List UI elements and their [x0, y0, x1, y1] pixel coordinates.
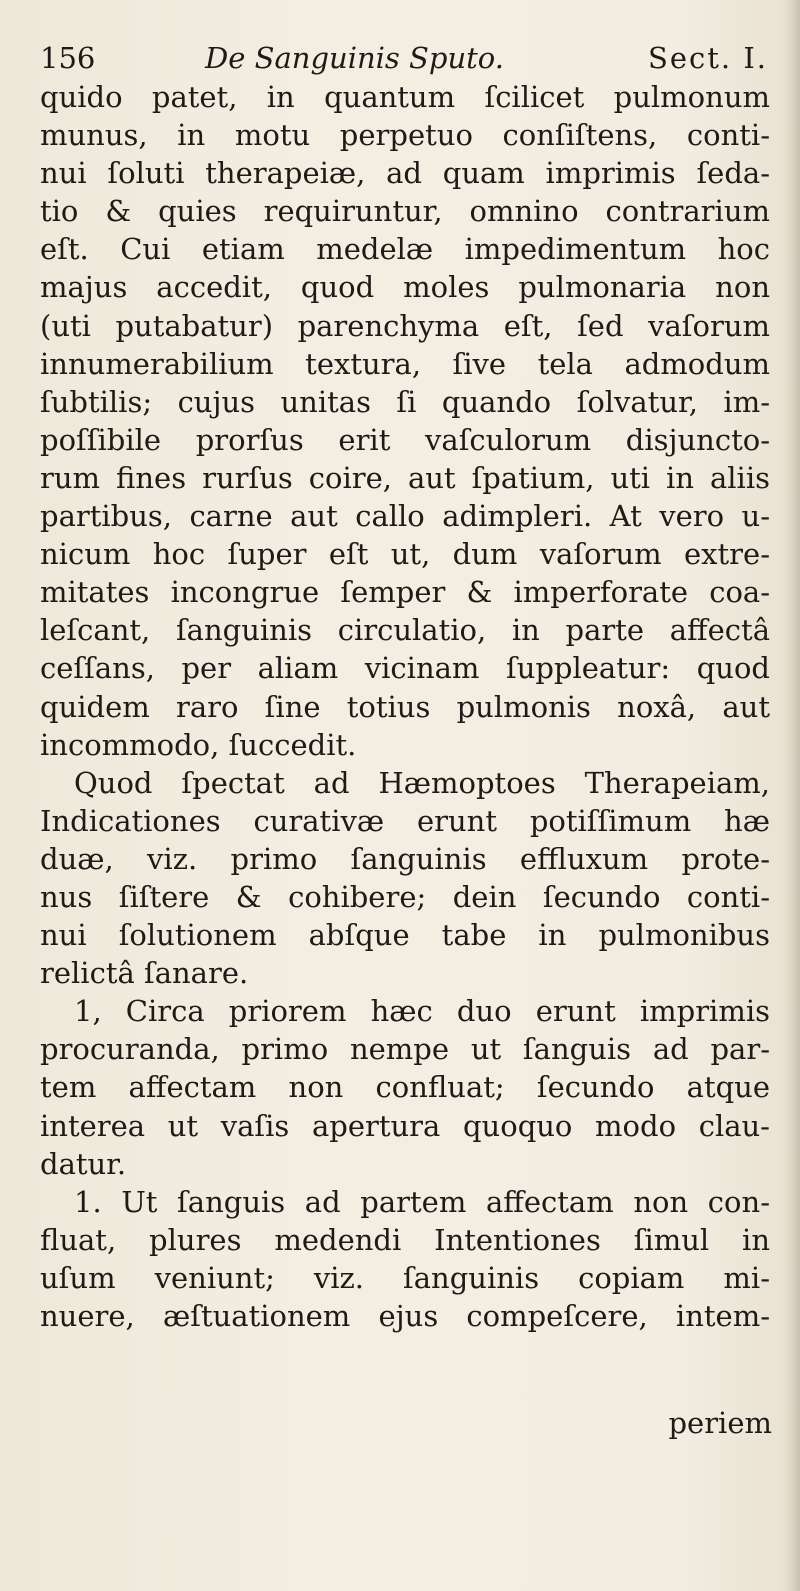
running-title: De Sanguinis Sputo.	[205, 41, 504, 75]
text-line: duæ, viz. primo ſanguinis effluxum prote-	[40, 841, 770, 876]
text-line: leſcant, ſanguinis circulatio, in parte affectâ	[40, 613, 770, 648]
text-line: partibus, carne aut callo adimpleri. At vero u-	[40, 499, 770, 534]
text-line: mitates incongrue ſemper & imperforate coa-	[40, 575, 770, 610]
paragraph-end-line: datur.	[40, 1146, 127, 1181]
text-line: Indicationes curativæ erunt potiſſimum hæ	[40, 803, 770, 838]
text-line: ſubtilis; cujus unitas ſi quando ſolvatur, im-	[40, 384, 770, 419]
text-line: nuere, æſtuationem ejus compeſcere, intem-	[40, 1299, 770, 1333]
paragraph-end-line: incommodo, ſuccedit.	[40, 727, 357, 762]
text-line: rum fines rurſus coire, aut ſpatium, uti in aliis	[40, 460, 770, 495]
paragraph-first-line: 1. Ut ſanguis ad partem affectam non con-	[74, 1184, 770, 1219]
text-line: tio & quies requiruntur, omnino contrarium	[40, 194, 770, 229]
text-line: procuranda, primo nempe ut ſanguis ad par-	[40, 1032, 770, 1067]
page-edge-shadow	[782, 0, 800, 1591]
paragraph-end-line: relictâ ſanare.	[40, 956, 249, 991]
paragraph-first-line: Quod ſpectat ad Hæmoptoes Therapeiam,	[74, 765, 770, 800]
text-line: nui ſolutionem abſque tabe in pulmonibus	[40, 918, 770, 953]
text-line: fluat, plures medendi Intentiones ſimul in	[40, 1222, 770, 1257]
text-line: poſſibile prorſus erit vaſculorum disjuncto-	[40, 422, 770, 457]
text-line: nui ſoluti therapeiæ, ad quam imprimis ſeda-	[40, 156, 770, 191]
text-line: ceſſans, per aliam vicinam ſuppleatur: quod	[40, 651, 770, 686]
text-line: nus ſiſtere & cohibere; dein ſecundo conti-	[40, 879, 770, 914]
page-number: 156	[40, 41, 96, 75]
paragraph-first-line: 1, Circa priorem hæc duo erunt imprimis	[74, 994, 770, 1029]
catchword: periem	[668, 1406, 772, 1440]
text-line: (uti putabatur) parenchyma eſt, ſed vaſorum	[40, 308, 770, 343]
text-line: innumerabilium textura, ſive tela admodum	[40, 346, 770, 381]
text-line: tem affectam non confluat; ſecundo atque	[40, 1070, 770, 1105]
text-line: quidem raro ſine totius pulmonis noxâ, aut	[40, 689, 770, 724]
text-line: nicum hoc ſuper eſt ut, dum vaſorum extre-	[40, 537, 770, 572]
running-header	[40, 36, 768, 80]
text-line: eſt. Cui etiam medelæ impedimentum hoc	[40, 232, 770, 267]
text-line: uſum veniunt; viz. ſanguinis copiam mi-	[40, 1260, 770, 1295]
text-line: quido patet, in quantum ſcilicet pulmonum	[40, 80, 770, 114]
body-text	[40, 78, 770, 1335]
text-line: interea ut vaſis apertura quoquo modo clau-	[40, 1108, 770, 1143]
section-label: Sect. I.	[647, 41, 768, 75]
text-line: munus, in motu perpetuo conſiſtens, conti-	[40, 118, 770, 153]
text-line: majus accedit, quod moles pulmonaria non	[40, 270, 770, 305]
